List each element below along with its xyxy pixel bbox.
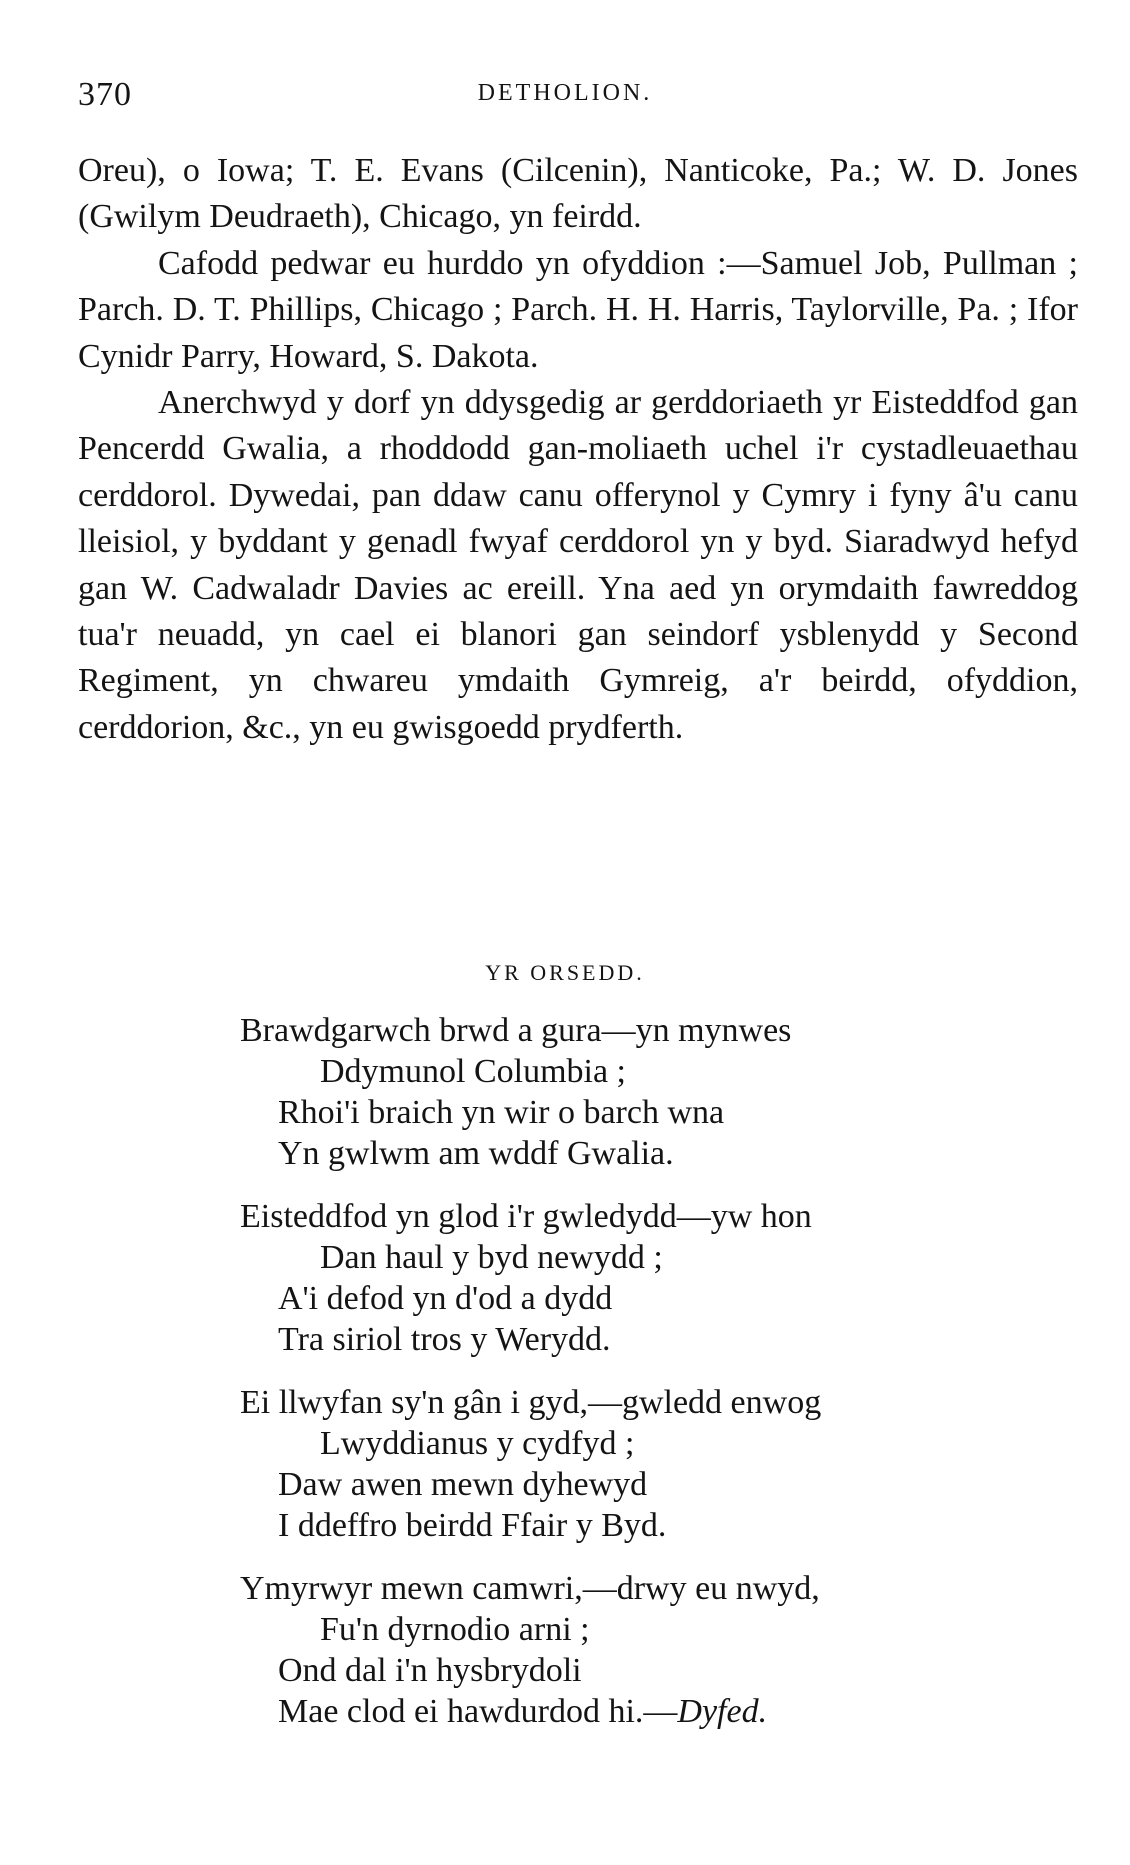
stanza-1 [240, 1010, 1040, 1174]
poem-line: Tra siriol tros y Werydd. [278, 1321, 611, 1358]
poem-line: I ddeffro beirdd Ffair y Byd. [278, 1507, 667, 1544]
poem-line: A'i defod yn d'od a dydd [278, 1280, 613, 1317]
running-head: DETHOLION. [477, 80, 653, 106]
poem-line-last [240, 1691, 1040, 1732]
paragraph-3: Anerchwyd y dorf yn ddysgedig ar gerddoriaeth yr Eisteddfod gan Pencerdd Gwalia, a rhoddodd gan-moliaeth uchel i'r cystadleuaethau cerddorol. Dywedai, pan ddaw canu offerynol y Cymry i fyny â'u canu lleisiol, y byddant y genadl fwyaf cerddorol yn y byd. Siaradwyd hefyd gan W. Cadwaladr Davies ac ereill. Yna aed yn orymdaith fawreddog tua'r neuadd, yn cael ei blanori gan seindorf ysblenydd y Second Regiment, yn chwareu ymdaith Gymreig, a'r beirdd, ofyddion, cerddorion, &c., yn eu gwisgoedd prydferth. [78, 384, 1078, 746]
poem-line: Yn gwlwm am wddf Gwalia. [278, 1135, 674, 1172]
poem-line: Brawdgarwch brwd a gura—yn mynwes [240, 1012, 792, 1049]
stanza-2 [240, 1196, 1040, 1360]
stanza-3 [240, 1382, 1040, 1546]
page-number: 370 [78, 76, 132, 113]
section-title: YR ORSEDD. [485, 960, 645, 985]
poem-line: Rhoi'i braich yn wir o barch wna [278, 1094, 725, 1131]
prose-body [78, 148, 1078, 751]
poem-line: Dan haul y byd newydd ; [320, 1239, 663, 1276]
poem-line: Ymyrwyr mewn camwri,—drwy eu nwyd, [240, 1570, 820, 1607]
poem-line: Ond dal i'n hysbrydoli [278, 1652, 582, 1689]
paragraph-1: Oreu), o Iowa; T. E. Evans (Cilcenin), Nanticoke, Pa.; W. D. Jones (Gwilym Deudraeth), Chicago, yn feirdd. [78, 152, 1078, 236]
page-header [0, 62, 1130, 122]
poem-line: Daw awen mewn dyhewyd [278, 1466, 648, 1503]
paragraph-2: Cafodd pedwar eu hurddo yn ofyddion :—Samuel Job, Pullman ; Parch. D. T. Phillips, Chicago ; Parch. H. H. Harris, Taylorville, Pa. ; Ifor Cynidr Parry, Howard, S. Dakota. [78, 244, 1078, 375]
poem-line: Fu'n dyrnodio arni ; [320, 1611, 590, 1648]
poem [240, 1010, 1040, 1754]
poem-line: Lwyddianus y cydfyd ; [320, 1425, 635, 1462]
poem-author: Dyfed. [677, 1693, 768, 1730]
stanza-4 [240, 1568, 1040, 1732]
poem-line: Eisteddfod yn glod i'r gwledydd—yw hon [240, 1198, 812, 1235]
poem-line: Ei llwyfan sy'n gân i gyd,—gwledd enwog [240, 1384, 822, 1421]
poem-line: Ddymunol Columbia ; [320, 1053, 626, 1090]
poem-line-text: Mae clod ei hawdurdod hi.— [278, 1693, 678, 1730]
